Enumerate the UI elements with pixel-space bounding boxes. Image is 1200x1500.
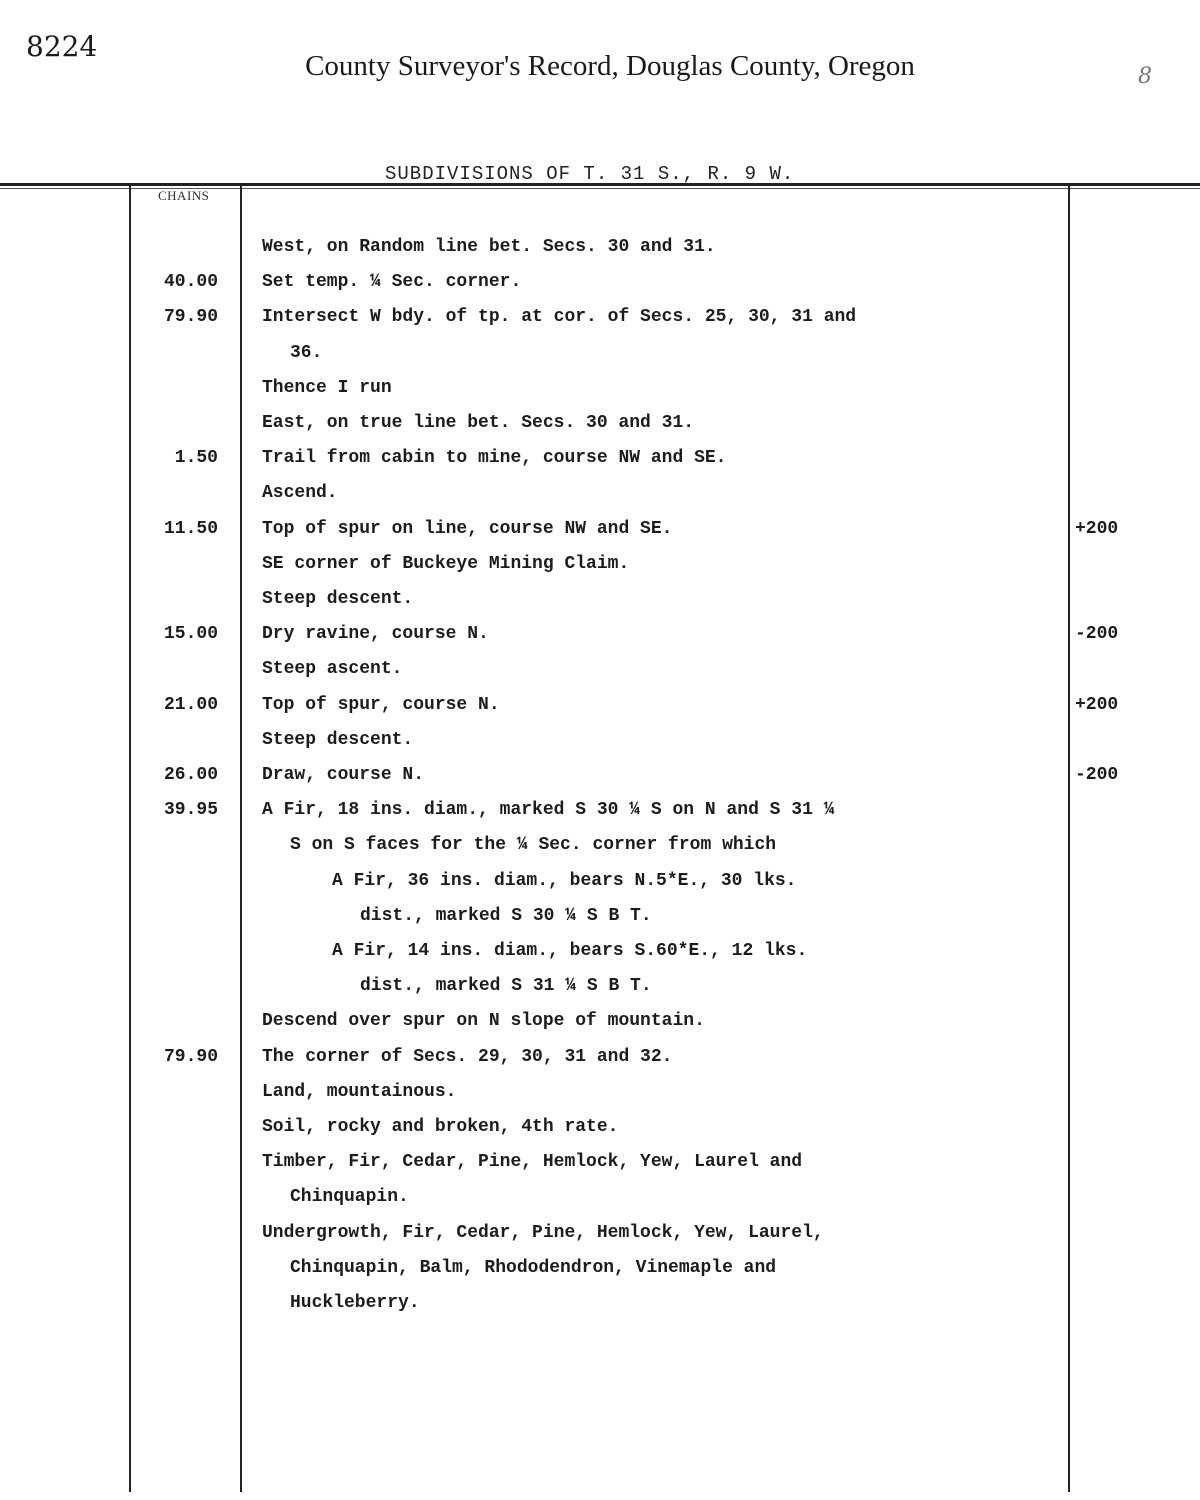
note-line: Steep ascent. (262, 659, 403, 679)
chain-value: 39.95 (163, 800, 218, 820)
right-column-divider (1068, 186, 1070, 1492)
chains-column-header: CHAINS (158, 188, 210, 203)
note-line: SE corner of Buckeye Mining Claim. (262, 554, 630, 574)
note-line: The corner of Secs. 29, 30, 31 and 32. (262, 1047, 673, 1067)
chain-value: 1.50 (174, 448, 218, 468)
section-heading: SUBDIVISIONS OF T. 31 S., R. 9 W. (385, 163, 795, 185)
chains-column-divider (240, 186, 242, 1492)
page-number: 8224 (26, 30, 98, 63)
page-title: County Surveyor's Record, Douglas County, Oregon (305, 50, 915, 82)
elevation-value: -200 (1075, 765, 1119, 785)
note-line: Thence I run (262, 378, 392, 398)
elevation-value: -200 (1075, 624, 1119, 644)
note-line: Draw, course N. (262, 765, 425, 785)
note-line: Intersect W bdy. of tp. at cor. of Secs. 25, 30, 31 and (262, 307, 857, 327)
note-line: A Fir, 18 ins. diam., marked S 30 ¼ S on N and S 31 ¼ (262, 800, 835, 820)
note-line: dist., marked S 31 ¼ S B T. (360, 976, 652, 996)
note-line: Top of spur, course N. (262, 695, 500, 715)
chain-value: 26.00 (163, 765, 218, 785)
note-line: East, on true line bet. Secs. 30 and 31. (262, 413, 695, 433)
note-line: Trail from cabin to mine, course NW and SE. (262, 448, 727, 468)
note-line: Huckleberry. (290, 1293, 420, 1313)
note-line: West, on Random line bet. Secs. 30 and 31. (262, 237, 716, 257)
note-line: Land, mountainous. (262, 1082, 457, 1102)
note-line: Dry ravine, course N. (262, 624, 489, 644)
note-line: Descend over spur on N slope of mountain. (262, 1011, 705, 1031)
note-line: A Fir, 36 ins. diam., bears N.5*E., 30 lks. (332, 871, 797, 891)
note-line: Undergrowth, Fir, Cedar, Pine, Hemlock, Yew, Laurel, (262, 1223, 824, 1243)
chain-value: 40.00 (163, 272, 218, 292)
chain-value: 79.90 (163, 1047, 218, 1067)
note-line: Timber, Fir, Cedar, Pine, Hemlock, Yew, Laurel and (262, 1152, 803, 1172)
note-line: Steep descent. (262, 589, 414, 609)
note-line: Soil, rocky and broken, 4th rate. (262, 1117, 619, 1137)
note-line: S on S faces for the ¼ Sec. corner from which (290, 835, 777, 855)
note-line: Steep descent. (262, 730, 414, 750)
note-line: Set temp. ¼ Sec. corner. (262, 272, 522, 292)
note-line: A Fir, 14 ins. diam., bears S.60*E., 12 lks. (332, 941, 808, 961)
margin-mark: 8 (1138, 64, 1152, 89)
chain-value: 11.50 (163, 519, 218, 539)
chain-value: 21.00 (163, 695, 218, 715)
note-line: Chinquapin, Balm, Rhododendron, Vinemaple and (290, 1258, 777, 1278)
chain-value: 15.00 (163, 624, 218, 644)
left-column-divider (129, 186, 131, 1492)
elevation-value: +200 (1075, 519, 1119, 539)
chain-value: 79.90 (163, 307, 218, 327)
note-line: Ascend. (262, 483, 338, 503)
note-line: 36. (290, 343, 323, 363)
note-line: Top of spur on line, course NW and SE. (262, 519, 673, 539)
note-line: Chinquapin. (290, 1187, 409, 1207)
elevation-value: +200 (1075, 695, 1119, 715)
note-line: dist., marked S 30 ¼ S B T. (360, 906, 652, 926)
